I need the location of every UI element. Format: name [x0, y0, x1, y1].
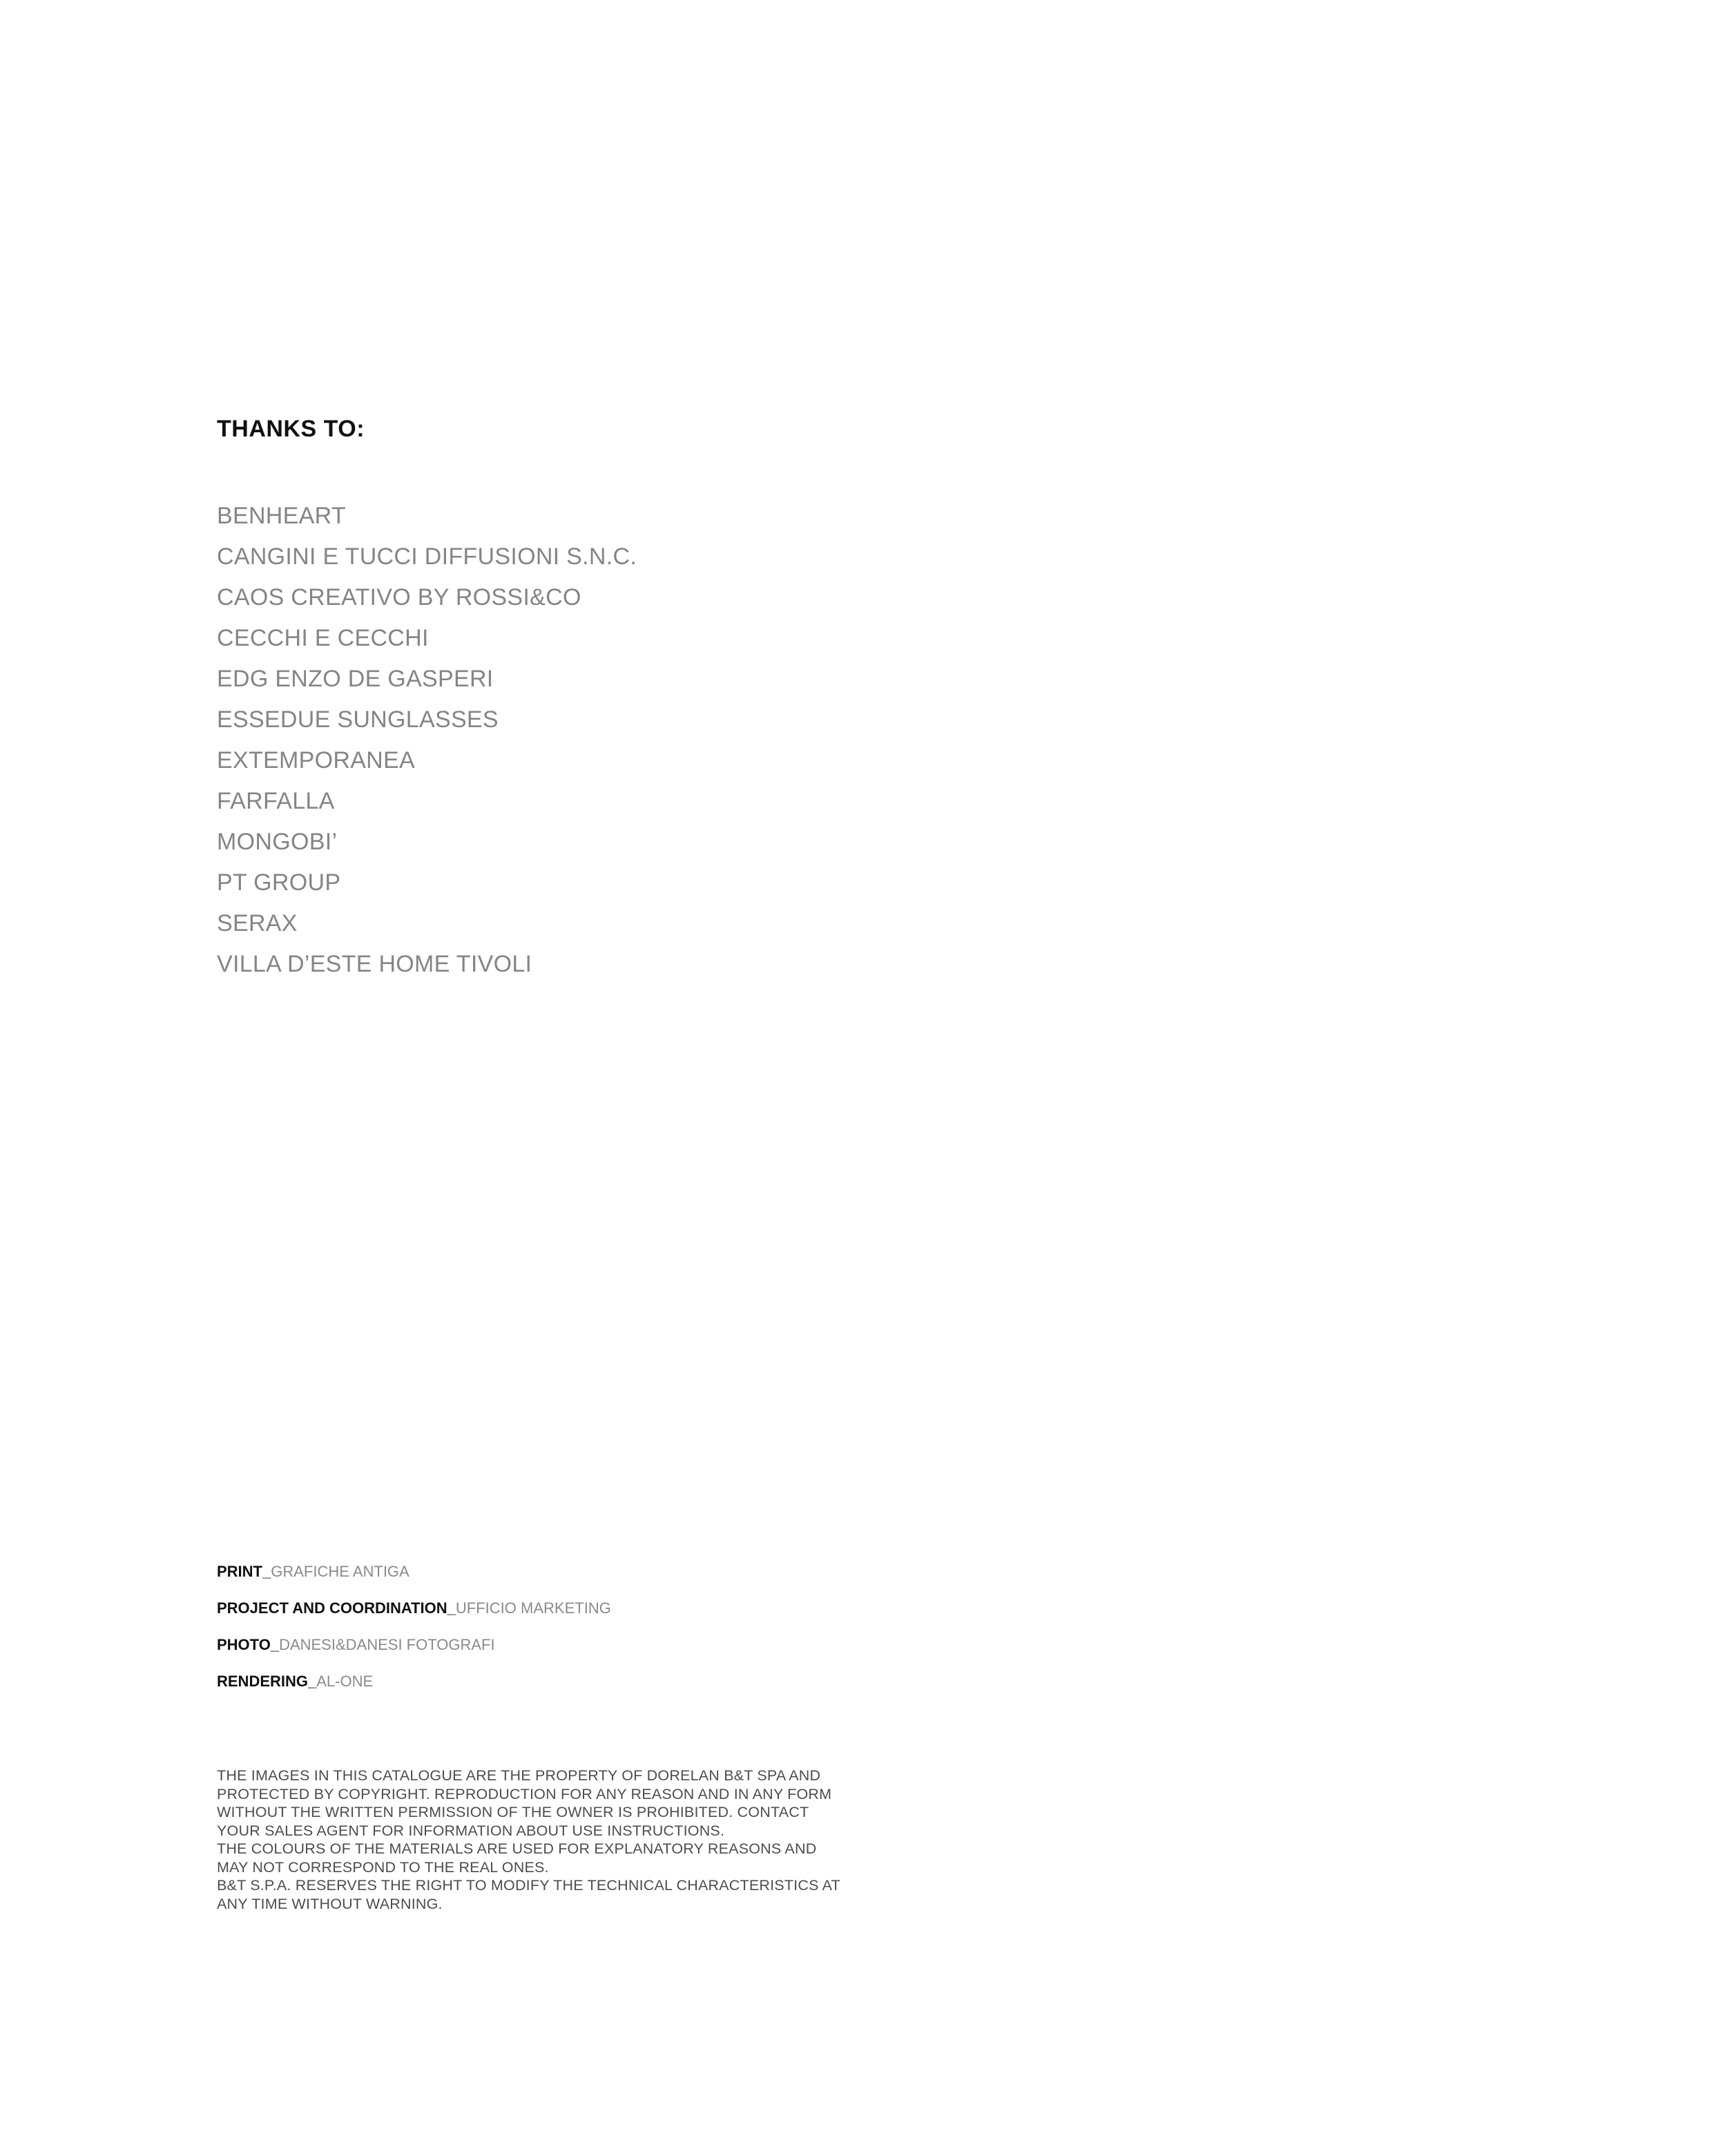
disclaimer-line: MAY NOT CORRESPOND TO THE REAL ONES.	[217, 1858, 549, 1876]
credit-value: UFFICIO MARKETING	[455, 1599, 611, 1617]
disclaimer-line: WITHOUT THE WRITTEN PERMISSION OF THE OWNER IS PROHIBITED. CONTACT	[217, 1804, 809, 1820]
copyright-disclaimer	[217, 1767, 880, 1913]
disclaimer-line: PROTECTED BY COPYRIGHT. REPRODUCTION FOR ANY REASON AND IN ANY FORM	[217, 1785, 832, 1802]
credit-label: PRINT_	[217, 1563, 271, 1580]
disclaimer-line: THE IMAGES IN THIS CATALOGUE ARE THE PROPERTY OF DORELAN B&T SPA AND	[217, 1767, 821, 1784]
credit-print	[217, 1562, 611, 1599]
thanks-item: FARFALLA	[217, 788, 335, 814]
credit-label: PHOTO_	[217, 1636, 280, 1653]
thanks-list	[217, 496, 637, 985]
credit-rendering	[217, 1672, 611, 1709]
credit-project-coordination	[217, 1599, 611, 1635]
thanks-title: THANKS TO:	[217, 416, 365, 442]
thanks-item: EDG ENZO DE GASPERI	[217, 666, 494, 692]
thanks-item: SERAX	[217, 910, 298, 936]
thanks-item: PT GROUP	[217, 869, 341, 896]
thanks-item: VILLA D’ESTE HOME TIVOLI	[217, 951, 532, 977]
thanks-item: BENHEART	[217, 503, 346, 529]
credit-photo	[217, 1635, 611, 1672]
disclaimer-line: ANY TIME WITHOUT WARNING.	[217, 1895, 443, 1912]
credit-label: PROJECT AND COORDINATION_	[217, 1599, 456, 1617]
disclaimer-line: YOUR SALES AGENT FOR INFORMATION ABOUT USE INSTRUCTIONS.	[217, 1822, 725, 1839]
credit-label: RENDERING_	[217, 1673, 317, 1690]
thanks-item: CANGINI E TUCCI DIFFUSIONI S.N.C.	[217, 543, 637, 570]
disclaimer-line: B&T S.P.A. RESERVES THE RIGHT TO MODIFY THE TECHNICAL CHARACTERISTICS AT	[217, 1877, 840, 1894]
disclaimer-line: THE COLOURS OF THE MATERIALS ARE USED FOR EXPLANATORY REASONS AND	[217, 1840, 817, 1857]
credit-value: GRAFICHE ANTIGA	[271, 1563, 409, 1580]
credits-list	[217, 1562, 611, 1709]
credit-value: DANESI&DANESI FOTOGRAFI	[279, 1636, 495, 1653]
credit-value: AL-ONE	[316, 1673, 374, 1690]
thanks-item: ESSEDUE SUNGLASSES	[217, 706, 499, 733]
thanks-item: CECCHI E CECCHI	[217, 625, 429, 651]
thanks-item: CAOS CREATIVO BY ROSSI&CO	[217, 584, 581, 610]
thanks-item: EXTEMPORANEA	[217, 747, 415, 773]
thanks-item: MONGOBI’	[217, 829, 338, 855]
